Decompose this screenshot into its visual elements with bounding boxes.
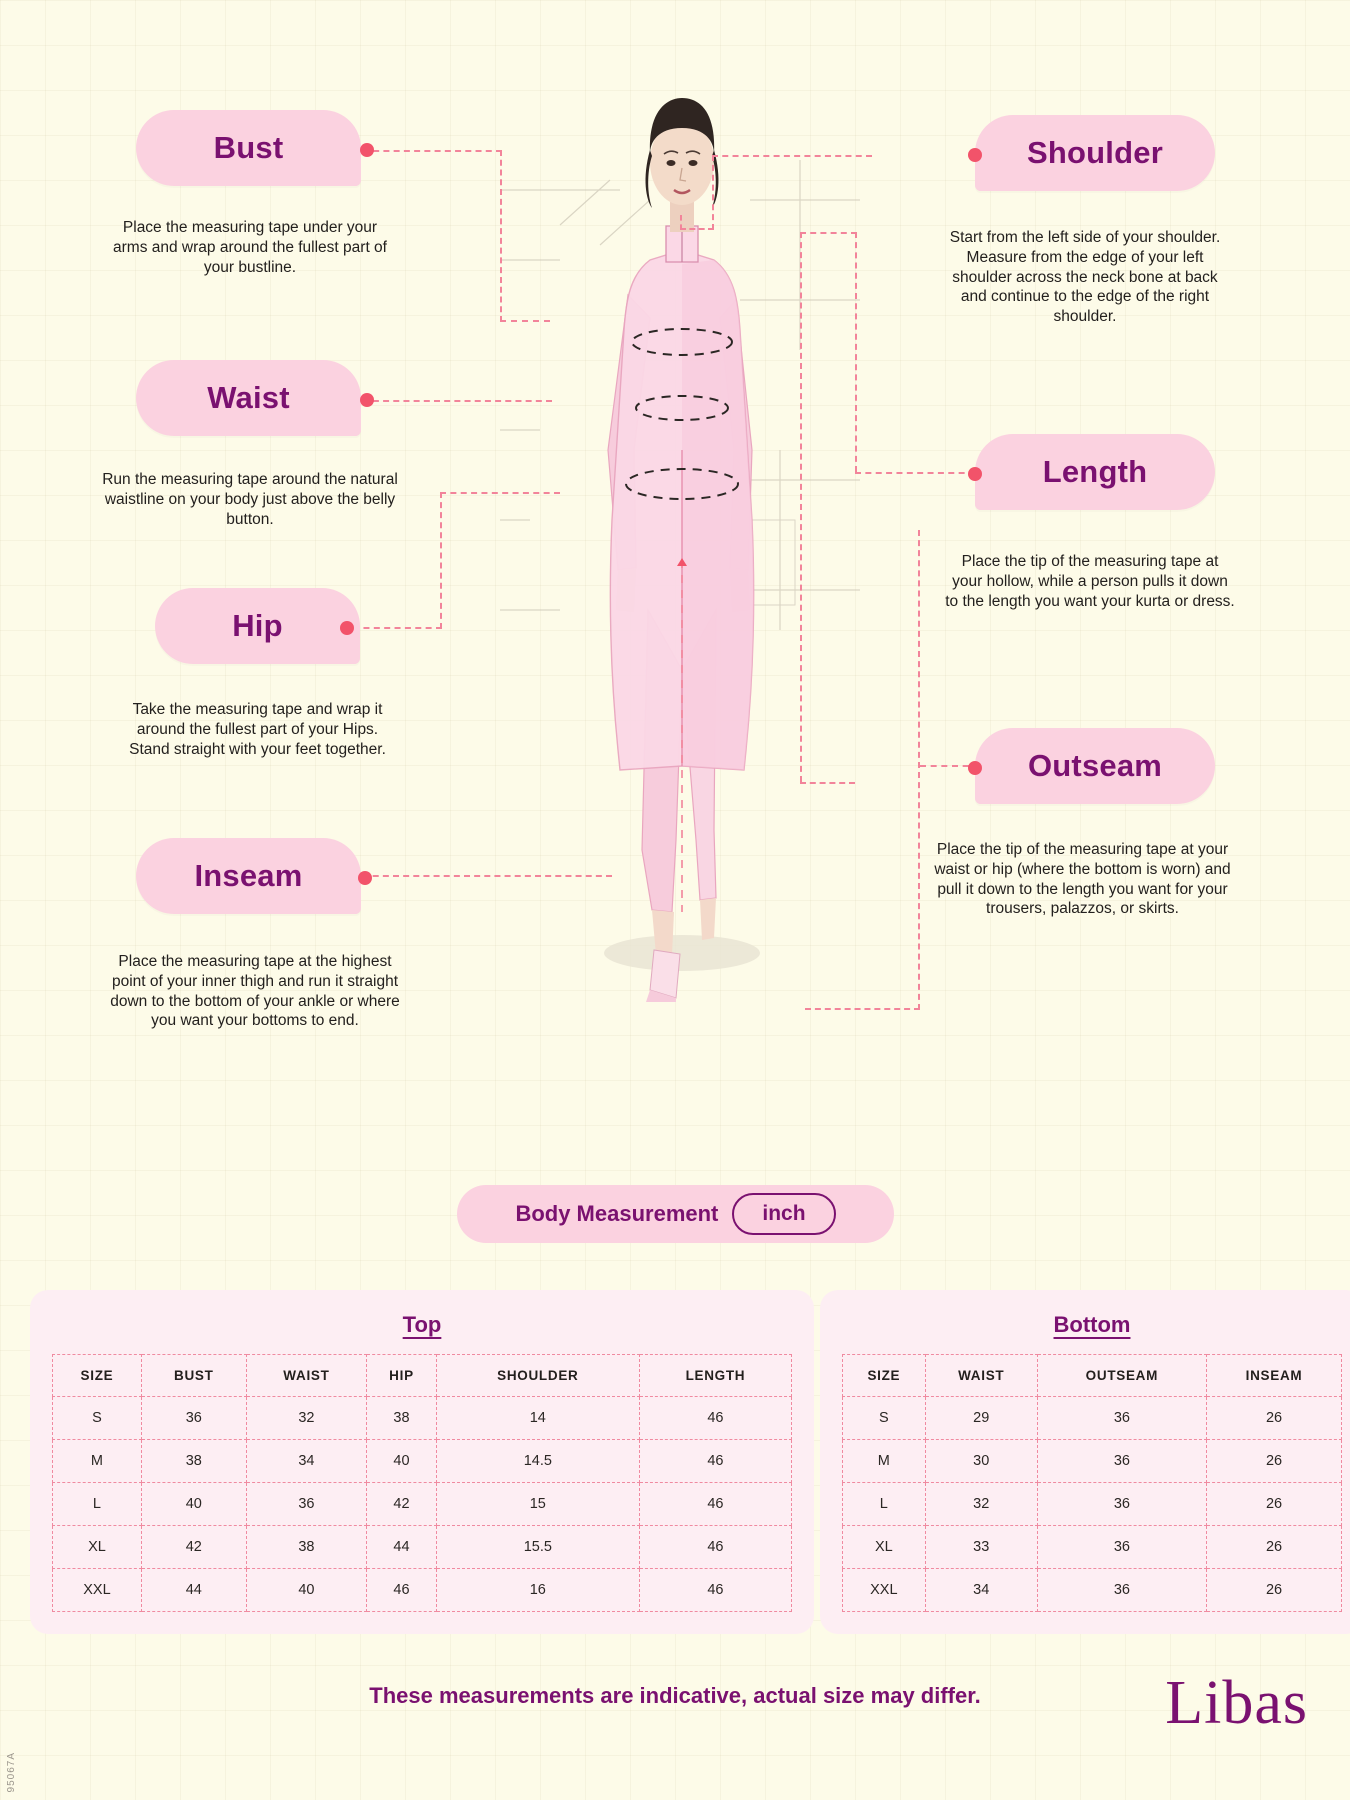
body-measurement-label: Body Measurement bbox=[515, 1201, 719, 1226]
top-size-table-card bbox=[30, 1290, 814, 1634]
top-table-title: Top bbox=[402, 1312, 442, 1337]
cell-bust: 44 bbox=[141, 1569, 246, 1612]
cell-hip: 40 bbox=[367, 1440, 437, 1483]
th-size: SIZE bbox=[843, 1355, 926, 1397]
body-measurement-bar bbox=[457, 1185, 894, 1243]
cell-bust: 40 bbox=[141, 1483, 246, 1526]
label-bust bbox=[136, 110, 361, 186]
cell-size: S bbox=[53, 1397, 142, 1440]
label-hip-text: Hip bbox=[232, 608, 283, 643]
label-waist-text: Waist bbox=[207, 380, 290, 415]
cell-hip: 46 bbox=[367, 1569, 437, 1612]
desc-outseam: Place the tip of the measuring tape at your waist or hip (where the bottom is worn) and pull it down to the length you want for your trousers, palazzos, or skirts. bbox=[934, 841, 1231, 918]
connector-length-down bbox=[800, 232, 802, 782]
connector-bust-h2 bbox=[500, 320, 550, 322]
th-length: LENGTH bbox=[639, 1355, 791, 1397]
cell-bust: 36 bbox=[141, 1397, 246, 1440]
connector-length-v bbox=[855, 232, 857, 472]
table-row bbox=[843, 1569, 1342, 1612]
cell-size: XL bbox=[53, 1526, 142, 1569]
cell-shoulder: 16 bbox=[436, 1569, 639, 1612]
cell-waist: 34 bbox=[925, 1569, 1037, 1612]
table-row bbox=[53, 1397, 792, 1440]
cell-length: 46 bbox=[639, 1483, 791, 1526]
connector-length-foot bbox=[800, 782, 855, 784]
table-row bbox=[843, 1397, 1342, 1440]
label-outseam-text: Outseam bbox=[1027, 748, 1163, 783]
dot-outseam bbox=[968, 761, 982, 775]
label-inseam bbox=[136, 838, 361, 914]
connector-length-h bbox=[855, 472, 975, 474]
label-inseam-text: Inseam bbox=[194, 858, 303, 893]
label-hip bbox=[155, 588, 360, 664]
cell-size: S bbox=[843, 1397, 926, 1440]
th-waist: WAIST bbox=[925, 1355, 1037, 1397]
connector-hip-h2 bbox=[440, 492, 560, 494]
cell-size: M bbox=[843, 1440, 926, 1483]
desc-length: Place the tip of the measuring tape at your hollow, while a person pulls it down to the length you want your kurta or dress. bbox=[945, 553, 1235, 610]
cell-size: XL bbox=[843, 1526, 926, 1569]
cell-waist: 32 bbox=[246, 1397, 367, 1440]
desc-bust: Place the measuring tape under your arms and wrap around the fullest part of your bustline. bbox=[113, 219, 387, 276]
desc-shoulder: Start from the left side of your shoulder. Measure from the edge of your left shoulder across the neck bone at back and continue to the edge of the right shoulder. bbox=[949, 229, 1221, 326]
cell-inseam: 26 bbox=[1207, 1526, 1342, 1569]
cell-length: 46 bbox=[639, 1569, 791, 1612]
connector-outseam-v bbox=[918, 530, 920, 1010]
th-waist: WAIST bbox=[246, 1355, 367, 1397]
cell-outseam: 36 bbox=[1037, 1569, 1206, 1612]
th-hip: HIP bbox=[367, 1355, 437, 1397]
dot-bust bbox=[360, 143, 374, 157]
table-row bbox=[843, 1483, 1342, 1526]
label-length-text: Length bbox=[1042, 454, 1148, 489]
connector-shoulder-tick bbox=[680, 215, 682, 230]
connector-bust-v bbox=[500, 150, 502, 322]
cell-inseam: 26 bbox=[1207, 1440, 1342, 1483]
th-shoulder: SHOULDER bbox=[436, 1355, 639, 1397]
cell-outseam: 36 bbox=[1037, 1397, 1206, 1440]
cell-waist: 40 bbox=[246, 1569, 367, 1612]
label-waist bbox=[136, 360, 361, 436]
desc-inseam: Place the measuring tape at the highest point of your inner thigh and run it straight down to the bottom of your ankle or where you want your bottoms to end. bbox=[110, 953, 400, 1030]
table-row bbox=[53, 1526, 792, 1569]
disclaimer-note: These measurements are indicative, actual size may differ. bbox=[369, 1683, 981, 1708]
cell-inseam: 26 bbox=[1207, 1483, 1342, 1526]
cell-hip: 42 bbox=[367, 1483, 437, 1526]
th-outseam: OUTSEAM bbox=[1037, 1355, 1206, 1397]
connector-hip-v bbox=[440, 492, 442, 629]
cell-shoulder: 15 bbox=[436, 1483, 639, 1526]
cell-inseam: 26 bbox=[1207, 1569, 1342, 1612]
connector-shoulder-h2 bbox=[680, 228, 714, 230]
sku-code: 95067A bbox=[6, 1751, 17, 1792]
table-header-row bbox=[53, 1355, 792, 1397]
label-length bbox=[975, 434, 1215, 510]
table-row bbox=[53, 1440, 792, 1483]
cell-outseam: 36 bbox=[1037, 1440, 1206, 1483]
unit-toggle-inch[interactable]: inch bbox=[732, 1193, 835, 1235]
cell-length: 46 bbox=[639, 1440, 791, 1483]
desc-waist: Run the measuring tape around the natural waistline on your body just above the belly button. bbox=[102, 471, 398, 528]
cell-waist: 33 bbox=[925, 1526, 1037, 1569]
th-size: SIZE bbox=[53, 1355, 142, 1397]
cell-waist: 38 bbox=[246, 1526, 367, 1569]
connector-shoulder-v bbox=[712, 155, 714, 230]
dot-waist bbox=[360, 393, 374, 407]
cell-bust: 42 bbox=[141, 1526, 246, 1569]
cell-hip: 44 bbox=[367, 1526, 437, 1569]
cell-size: L bbox=[843, 1483, 926, 1526]
table-row bbox=[53, 1483, 792, 1526]
cell-waist: 34 bbox=[246, 1440, 367, 1483]
label-outseam bbox=[975, 728, 1215, 804]
cell-size: XXL bbox=[53, 1569, 142, 1612]
cell-length: 46 bbox=[639, 1397, 791, 1440]
label-shoulder bbox=[975, 115, 1215, 191]
brand-logo: Libas bbox=[1165, 1669, 1308, 1737]
cell-size: L bbox=[53, 1483, 142, 1526]
cell-shoulder: 14 bbox=[436, 1397, 639, 1440]
cell-inseam: 26 bbox=[1207, 1397, 1342, 1440]
desc-hip: Take the measuring tape and wrap it around the fullest part of your Hips. Stand straight with your feet together. bbox=[129, 701, 386, 758]
cell-length: 46 bbox=[639, 1526, 791, 1569]
cell-outseam: 36 bbox=[1037, 1526, 1206, 1569]
top-size-table bbox=[52, 1354, 792, 1612]
th-inseam: INSEAM bbox=[1207, 1355, 1342, 1397]
cell-size: XXL bbox=[843, 1569, 926, 1612]
dot-hip bbox=[340, 621, 354, 635]
cell-bust: 38 bbox=[141, 1440, 246, 1483]
bottom-table-title: Bottom bbox=[1053, 1312, 1131, 1337]
dot-length bbox=[968, 467, 982, 481]
bottom-size-table bbox=[842, 1354, 1342, 1612]
cell-waist: 36 bbox=[246, 1483, 367, 1526]
connector-length-h2 bbox=[800, 232, 857, 234]
model-illustration bbox=[500, 50, 860, 1130]
cell-shoulder: 15.5 bbox=[436, 1526, 639, 1569]
cell-waist: 30 bbox=[925, 1440, 1037, 1483]
cell-size: M bbox=[53, 1440, 142, 1483]
dot-shoulder bbox=[968, 148, 982, 162]
model-figure-svg bbox=[500, 50, 860, 1130]
table-row bbox=[53, 1569, 792, 1612]
cell-outseam: 36 bbox=[1037, 1483, 1206, 1526]
cell-waist: 32 bbox=[925, 1483, 1037, 1526]
cell-hip: 38 bbox=[367, 1397, 437, 1440]
dot-inseam bbox=[358, 871, 372, 885]
table-header-row bbox=[843, 1355, 1342, 1397]
bottom-size-table-card bbox=[820, 1290, 1350, 1634]
connector-outseam-base bbox=[805, 1008, 920, 1010]
table-row bbox=[843, 1440, 1342, 1483]
cell-waist: 29 bbox=[925, 1397, 1037, 1440]
label-shoulder-text: Shoulder bbox=[1027, 135, 1163, 170]
cell-shoulder: 14.5 bbox=[436, 1440, 639, 1483]
th-bust: BUST bbox=[141, 1355, 246, 1397]
table-row bbox=[843, 1526, 1342, 1569]
connector-shoulder-h bbox=[712, 155, 872, 157]
label-bust-text: Bust bbox=[213, 130, 284, 165]
